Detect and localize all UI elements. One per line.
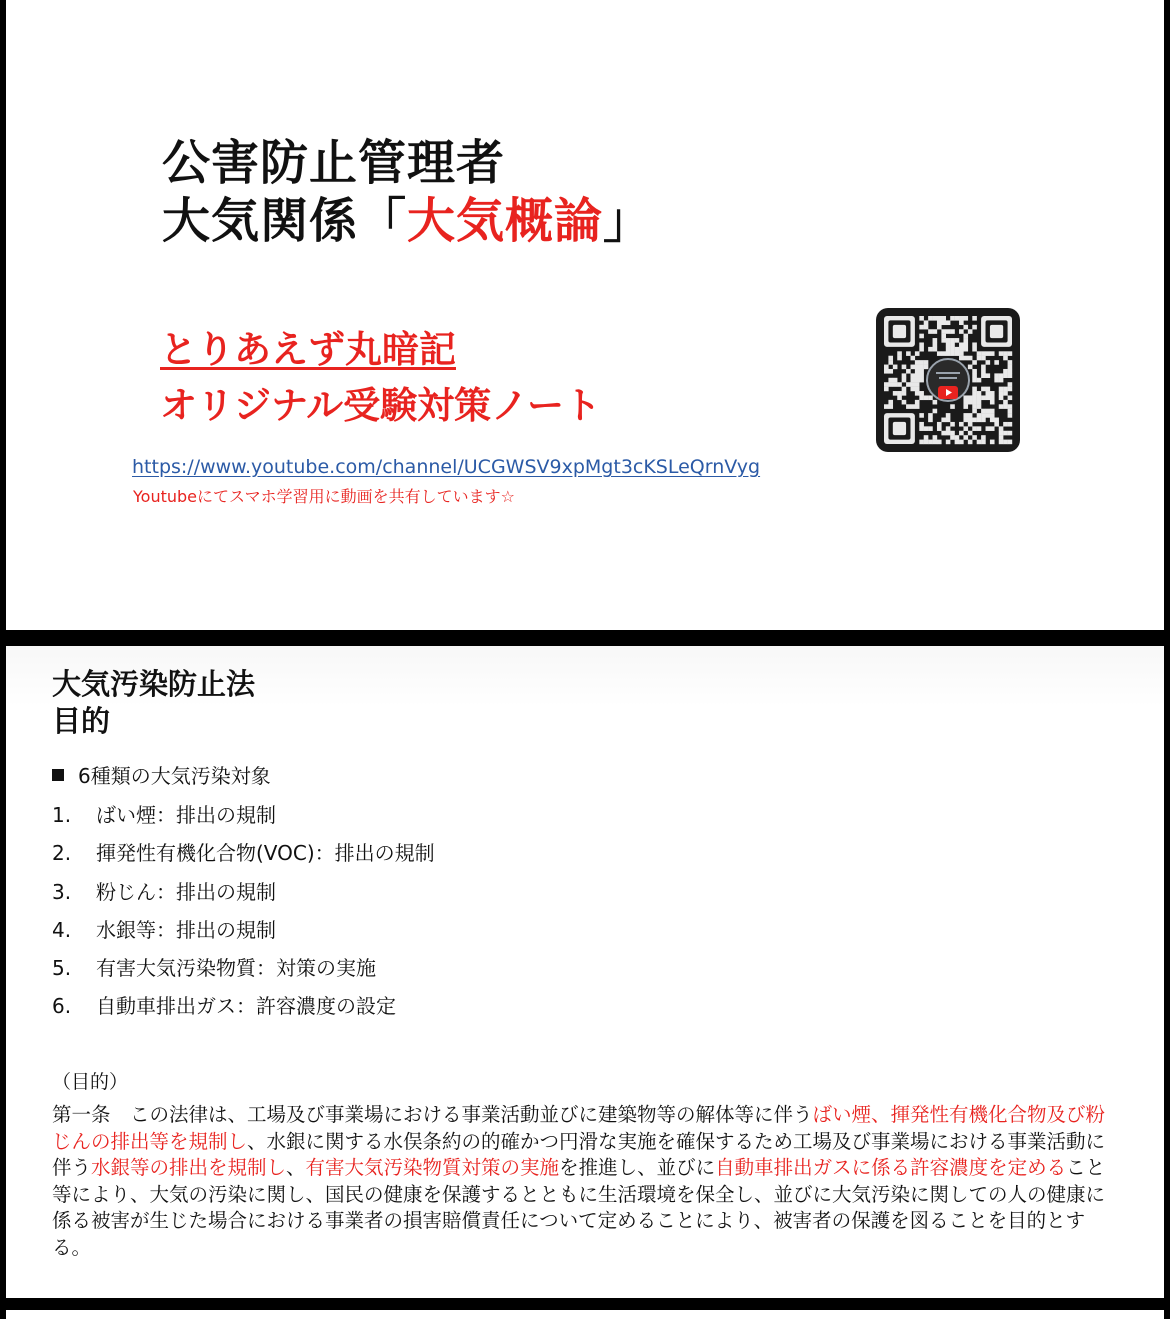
subtitle-line2: オリジナル受験対策ノート — [160, 384, 602, 427]
title-prefix: 大気関係「 — [162, 193, 408, 249]
item-text: 揮発性有機化合物(VOC)：排出の規制 — [96, 841, 435, 866]
list-item — [52, 987, 435, 1025]
title-suffix: 」 — [603, 193, 653, 249]
item-number: 1. — [52, 803, 72, 827]
youtube-qr-code — [876, 308, 1020, 452]
slide2-title-line1: 大気汚染防止法 — [52, 667, 256, 701]
youtube-channel-link[interactable]: https://www.youtube.com/channel/UCGWSV9xpMgt3cKSLeQrnVyg — [132, 456, 761, 478]
slide-cover — [6, 0, 1164, 630]
share-note: Youtubeにてスマホ学習用に動画を共有しています☆ — [133, 487, 516, 506]
next-slide-edge — [6, 1310, 1164, 1319]
slide-air-pollution-law — [6, 646, 1164, 1298]
item-number: 4. — [52, 917, 72, 942]
cover-subtitle — [160, 322, 601, 434]
item-number: 6. — [52, 994, 72, 1019]
item-text: 水銀等：排出の規制 — [96, 917, 276, 942]
item-text: 有害大気汚染物質：対策の実施 — [96, 956, 376, 981]
qr-code-icon — [876, 308, 1020, 452]
item-text: ばい煙：排出の規制 — [96, 803, 276, 827]
para-highlight: 自動車排出ガスに係る許容濃度を定める — [715, 1156, 1067, 1179]
list-item — [52, 796, 435, 834]
para-highlight: 有害大気汚染物質対策の実施 — [305, 1156, 560, 1179]
para-text: 、 — [286, 1156, 306, 1179]
list-item — [52, 949, 435, 987]
cover-title-line2 — [162, 192, 652, 250]
purpose-heading: （目的） — [52, 1071, 129, 1093]
bullet-heading-text: 6種類の大気汚染対象 — [78, 764, 271, 788]
para-text: こと等により、大気の汚染に関し、国民の健康を保護するとともに生活環境を保全し、並びに大気汚染に関しての人の健康に係る被害が生じた場合における事業者の損害賠償責任について定めることにより、被害者の保護を図ることを目的とする。 — [52, 1156, 1106, 1259]
item-number: 2. — [52, 841, 72, 866]
para-text: 第一条 この法律は、工場及び事業場における事業活動並びに建築物等の解体等に伴う — [52, 1103, 813, 1126]
para-highlight: ばい煙、揮発性有機化合物及び粉じんの排出等を規制し — [52, 1103, 1106, 1153]
subtitle-line1: とりあえず丸暗記 — [160, 328, 456, 371]
bullet-heading — [52, 760, 271, 789]
list-item — [52, 911, 435, 949]
article-1-text — [52, 1102, 1122, 1261]
slide2-title-line2: 目的 — [52, 704, 111, 738]
title-highlight: 大気概論 — [407, 193, 604, 249]
para-text: を推進し、並びに — [559, 1156, 716, 1179]
item-number: 3. — [52, 879, 72, 904]
item-text: 粉じん：排出の規制 — [96, 879, 276, 904]
slide2-title — [52, 666, 255, 740]
square-bullet-icon — [52, 769, 64, 781]
para-highlight: 水銀等の排出を規制し — [91, 1156, 287, 1179]
item-text: 自動車排出ガス：許容濃度の設定 — [96, 994, 396, 1019]
list-item — [52, 834, 435, 872]
item-number: 5. — [52, 956, 72, 981]
cover-title-line1: 公害防止管理者 — [162, 135, 506, 191]
pollution-target-list — [52, 796, 435, 1026]
para-text: 、水銀に関する水俣条約の的確かつ円滑な実施を確保するため工場及び事業場における事業活動に伴う — [52, 1129, 1106, 1179]
list-item — [52, 873, 435, 911]
cover-title — [162, 134, 652, 250]
